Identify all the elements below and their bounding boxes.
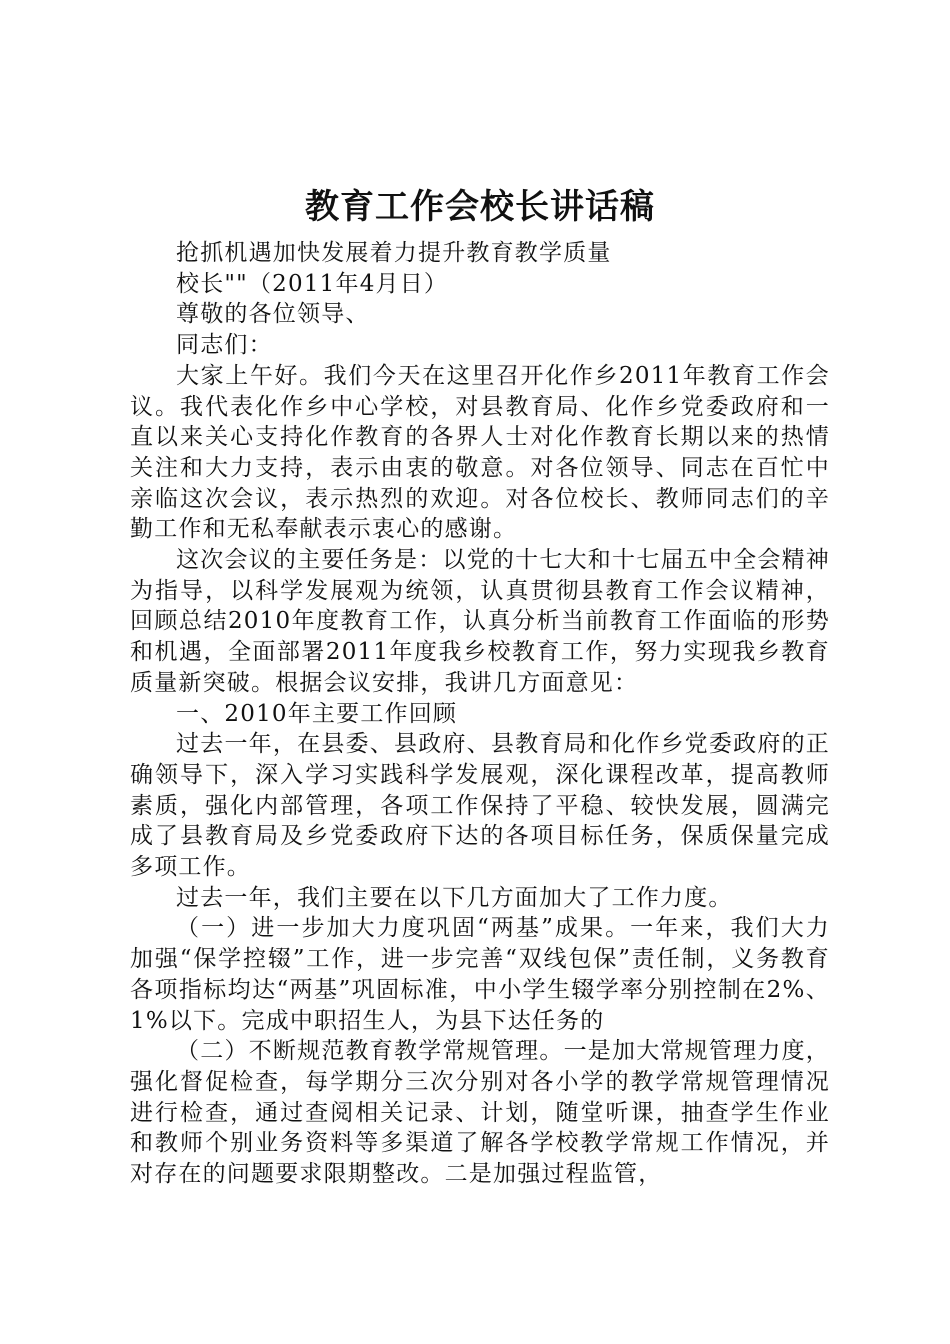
document-subtitle: 抢抓机遇加快发展着力提升教育教学质量 [176,240,612,266]
paragraph-item-two: （二）不断规范教育教学常规管理。一是加大常规管理力度，强化督促检查，每学期分三次分别对各小学的教学常规管理情况进行检查，通过查阅相关记录、计划，随堂听课，抽查学生作业和教师个别业务资料等多渠道了解各学校教学常规工作情况，并对存在的问题要求限期整改。二是加强过程监管， [130,1038,830,1188]
paragraph-meeting-task: 这次会议的主要任务是：以党的十七大和十七届五中全会精神为指导，以科学发展观为统领，认真贯彻县教育工作会议精神，回顾总结2010年度教育工作，认真分析当前教育工作面临的形势和机遇，全面部署2011年度我乡校教育工作，努力实现我乡教育质量新突破。根据会议安排，我讲几方面意见： [130,547,830,696]
document-page [130,178,830,1190]
section-heading-review: 一、2010年主要工作回顾 [176,700,458,727]
paragraph-greeting: 大家上午好。我们今天在这里召开化作乡2011年教育工作会议。我代表化作乡中心学校，对县教育局、化作乡党委政府和一直以来关心支持化作教育的各界人士对化作教育长期以来的热情关注和大力支持，表示由衷的敬意。对各位领导、同志在百忙中亲临这次会议，表示热烈的欢迎。对各位校长、教师同志们的辛勤工作和无私奉献表示衷心的感谢。 [130,362,830,543]
paragraph-past-year: 过去一年，在县委、县政府、县教育局和化作乡党委政府的正确领导下，深入学习实践科学发展观，深化课程改革，提高教师素质，强化内部管理，各项工作保持了平稳、较快发展，圆满完成了县教育局及乡党委政府下达的各项目标任务，保质保量完成多项工作。 [130,731,830,881]
paragraph-item-one: （一）进一步加大力度巩固“两基”成果。一年来，我们大力加强“保学控辍”工作，进一步完善“双线包保”责任制，义务教育各项指标均达“两基”巩固标准，中小学生辍学率分别控制在2%、1%以下。完成中职招生人，为县下达任务的 [130,915,830,1034]
paragraph-efforts-intro: 过去一年，我们主要在以下几方面加大了工作力度。 [176,884,733,911]
salutation-line-2: 同志们： [176,332,273,359]
salutation-line-1: 尊敬的各位领导、 [176,301,370,328]
document-title: 教育工作会校长讲话稿 [305,187,655,227]
document-byline: 校长""（2011年4月日） [176,270,449,297]
